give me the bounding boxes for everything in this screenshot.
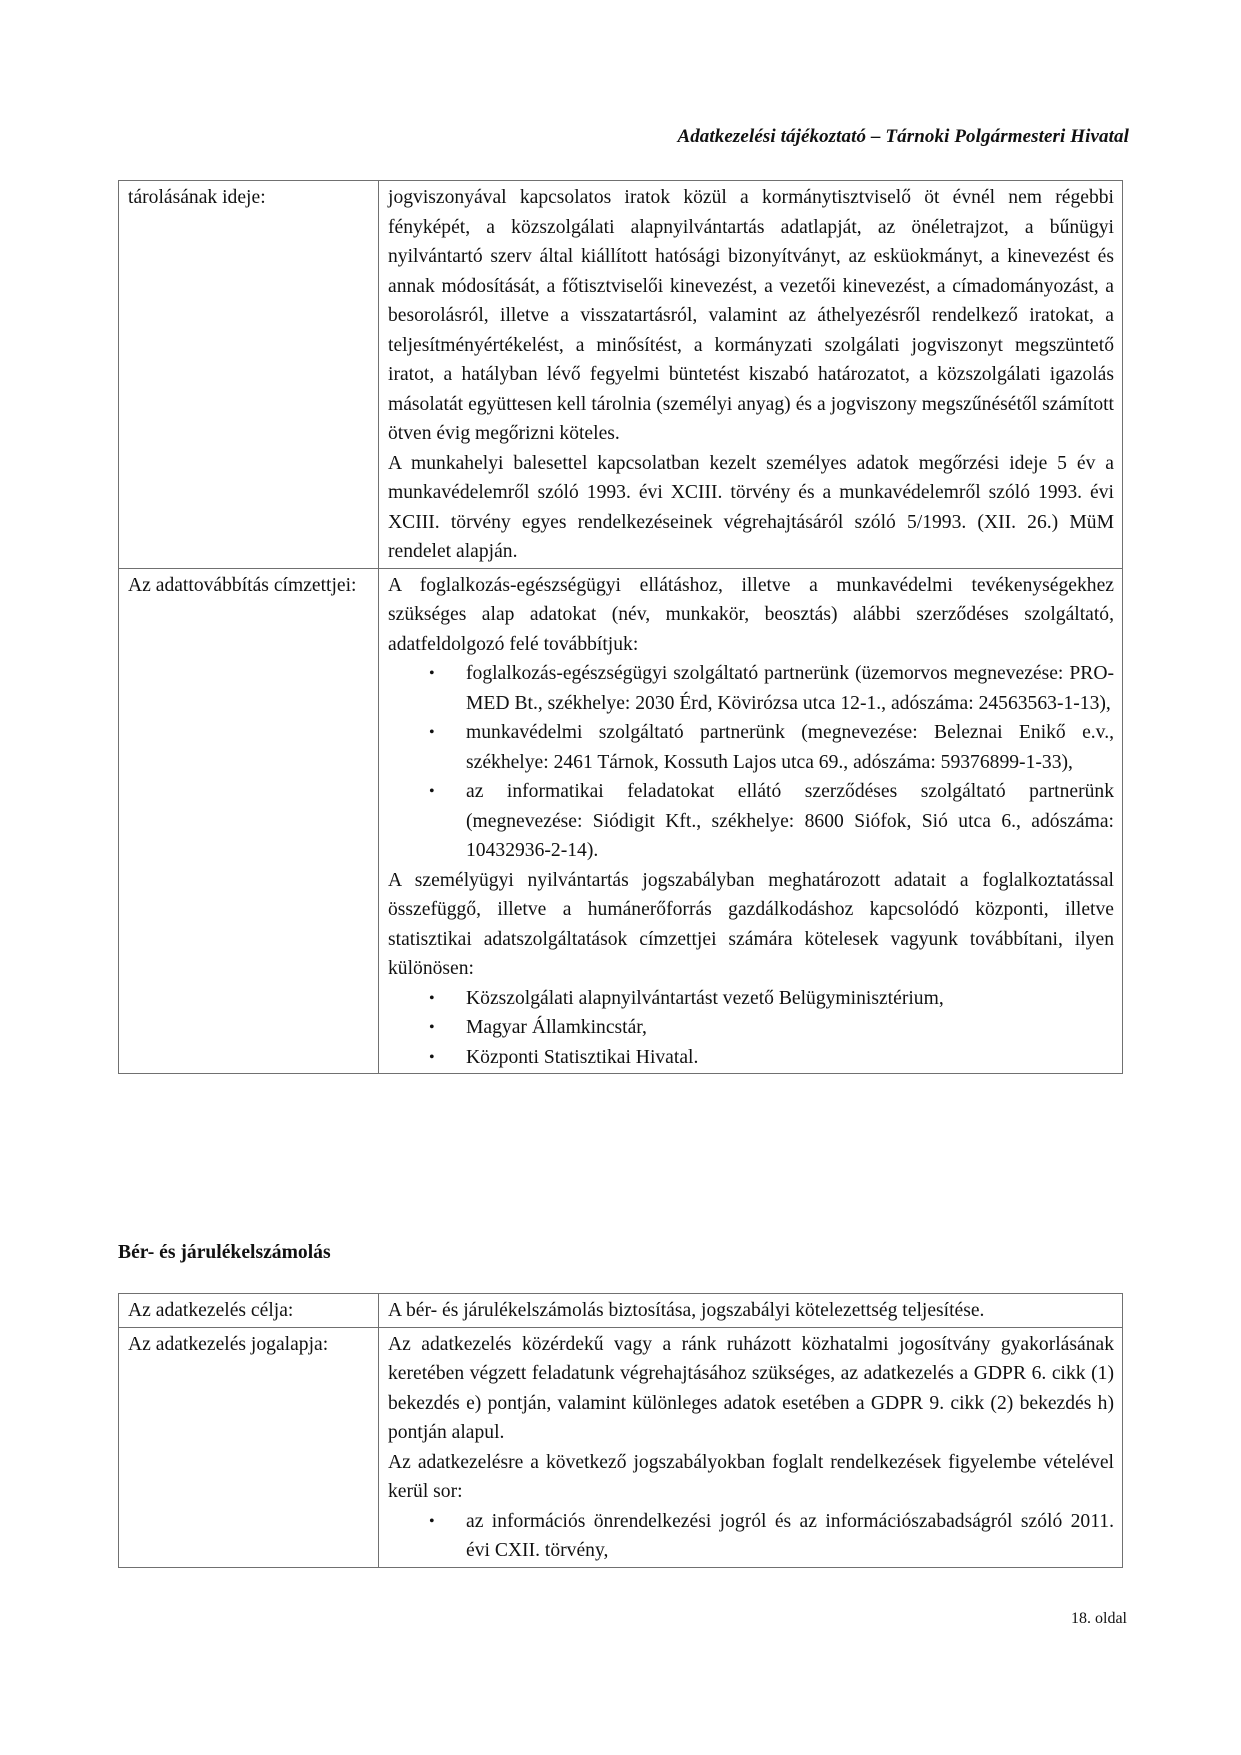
bullet-icon: • (429, 1019, 435, 1036)
authority-list (388, 984, 1114, 1073)
legal-basis-intro: Az adatkezelésre a következő jogszabályokban foglalt rendelkezések figyelembe vételével kerül sor: (388, 1451, 1114, 1502)
bullet-icon: • (429, 665, 435, 682)
row-content (379, 181, 1123, 569)
table-row (119, 1294, 1123, 1328)
legal-basis-paragraph: Az adatkezelés közérdekű vagy a ránk ruházott közhatalmi jogosítvány gyakorlásának keretében végzett feladatunk végrehajtásához szükséges, az adatkezelés a GDPR 6. cikk (1) bekezdés e) pontján, valamint különleges adatok esetében a GDPR 9. cikk (2) bekezdés h) pontján alapul. (388, 1333, 1114, 1443)
list-item (429, 1043, 1114, 1073)
retention-paragraph: jogviszonyával kapcsolatos iratok közül a kormánytisztviselő öt évnél nem régebbi fényképét, a közszolgálati alapnyilvántartás adatlapját, az önéletrajzot, a bűnügyi nyilvántartó szerv által kiállított hatósági bizonyítványt, az esküokmányt, a kinevezést és annak módosítását, a főtisztviselői kinevezést, a vezetői kinevezést, a címadományozást, a besorolásról, illetve a visszatartásról, valamint az áthelyezésről rendelkező iratokat, a teljesítményértékelést, a minősítést, a kormányzati szolgálati jogviszonyt megszüntető iratot, a hatályban lévő fegyelmi büntetést kiszabó határozatot, a közszolgálati igazolás másolatát együttesen kell tárolnia (személyi anyag) és a jogviszony megszűnésétől számított ötven évig megőrizni köteles. (388, 187, 1114, 444)
list-item (429, 718, 1114, 777)
legislation-list (388, 1507, 1114, 1566)
bullet-icon: • (429, 724, 435, 741)
list-item (429, 1013, 1114, 1043)
table-row (119, 181, 1123, 569)
list-item-text: Központi Statisztikai Hivatal. (466, 1046, 699, 1068)
table-row (119, 568, 1123, 1074)
processor-list (388, 659, 1114, 866)
list-item (429, 777, 1114, 866)
list-item-text: munkavédelmi szolgáltató partnerünk (megnevezése: Beleznai Enikő e.v., székhelye: 2461 Tárnok, Kossuth Lajos utca 69., adószáma: 59376899-1-33), (466, 722, 1114, 773)
bullet-icon: • (429, 783, 435, 800)
list-item-text: foglalkozás-egészségügyi szolgáltató partnerünk (üzemorvos megnevezése: PRO-MED Bt., székhelye: 2030 Érd, Kövirózsa utca 12-1., adószáma: 24563563-1-13), (466, 663, 1114, 714)
bullet-icon: • (429, 1048, 435, 1066)
list-item-text: az informatikai feladatokat ellátó szerződéses szolgáltató partnerünk (megnevezése: Siódigit Kft., székhelye: 8600 Siófok, Sió utca 6., adószáma: 10432936-2-14). (466, 781, 1114, 861)
list-item-text: az információs önrendelkezési jogról és az információszabadságról szóló 2011. évi CXII. törvény, (466, 1510, 1114, 1561)
recipients-middle: A személyügyi nyilvántartás jogszabályban meghatározott adatait a foglalkoztatással összefüggő, illetve a humánerőforrás gazdálkodáshoz kapcsolódó központi, illetve statisztikai adatszolgáltatások címzettjei számára kötelesek vagyunk továbbítani, ilyen különösen: (388, 869, 1114, 979)
table-row (119, 1327, 1123, 1567)
row-content: A bér- és járulékelszámolás biztosítása, jogszabályi kötelezettség teljesítése. (379, 1294, 1123, 1328)
list-item (429, 984, 1114, 1014)
list-item-text: Magyar Államkincstár, (466, 1017, 647, 1038)
data-retention-table (118, 180, 1123, 1074)
row-label: Az adattovábbítás címzettjei: (119, 568, 379, 1074)
bullet-icon: • (429, 1512, 435, 1530)
section-title: Bér- és járulékelszámolás (118, 1242, 331, 1263)
recipients-intro: A foglalkozás-egészségügyi ellátáshoz, illetve a munkavédelmi tevékenységekhez szükséges alap adatokat (név, munkakör, beosztás) alábbi szerződéses szolgáltató, adatfeldolgozó felé továbbítjuk: (388, 574, 1114, 655)
row-content (379, 568, 1123, 1074)
row-label: Az adatkezelés célja: (119, 1294, 379, 1328)
list-item (429, 659, 1114, 718)
list-item (429, 1507, 1114, 1566)
row-label: Az adatkezelés jogalapja: (119, 1327, 379, 1567)
page-header-title: Adatkezelési tájékoztató – Tárnoki Polgármesteri Hivatal (677, 126, 1129, 147)
bullet-icon: • (429, 989, 435, 1007)
row-content (379, 1327, 1123, 1567)
accident-retention-paragraph: A munkahelyi balesettel kapcsolatban kezelt személyes adatok megőrzési ideje 5 év a munkavédelemről szóló 1993. évi XCIII. törvény és a munkavédelemről szóló 1993. évi XCIII. törvény egyes rendelkezéseinek végrehajtásáról szóló 5/1993. (XII. 26.) MüM rendelet alapján. (388, 452, 1114, 562)
row-label: tárolásának ideje: (119, 181, 379, 569)
payroll-table (118, 1293, 1123, 1568)
list-item-text: Közszolgálati alapnyilvántartást vezető Belügyminisztérium, (466, 987, 944, 1009)
page-number: 18. oldal (1071, 1610, 1127, 1627)
